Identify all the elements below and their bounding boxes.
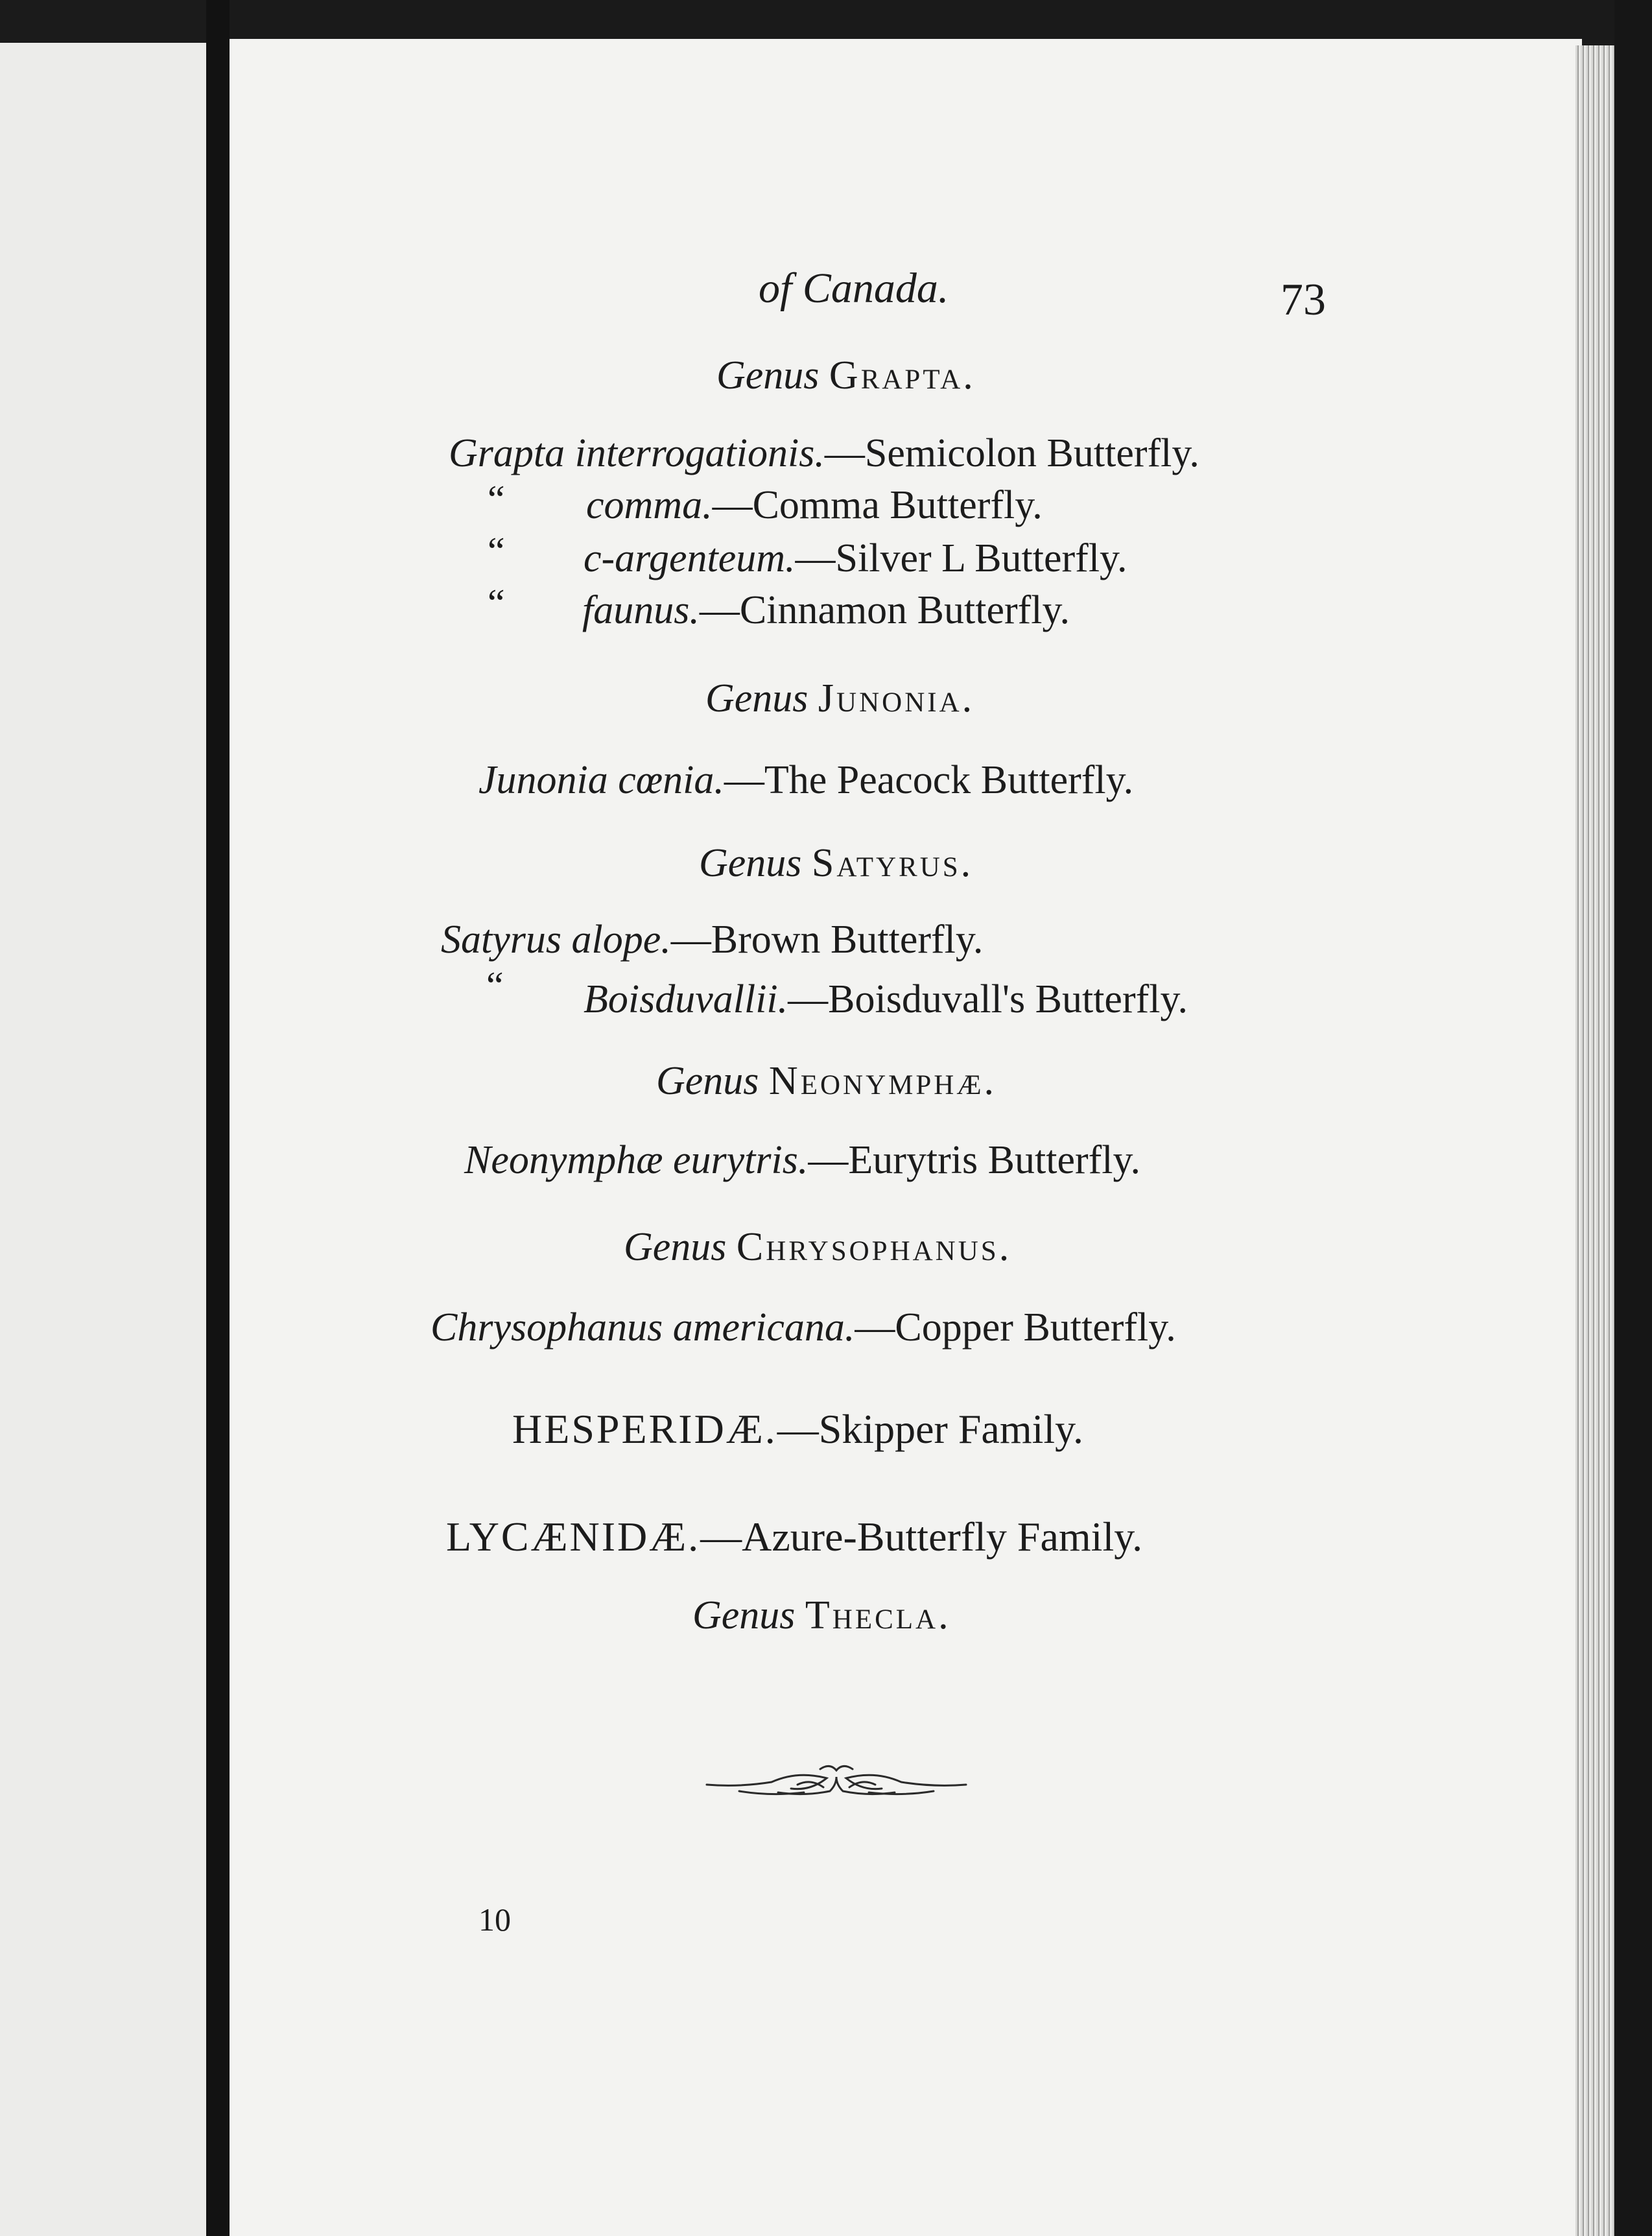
genus-label: Genus xyxy=(692,1593,796,1637)
family-hesperidae xyxy=(512,1406,1083,1452)
entry-grapta-interrogationis xyxy=(449,433,1199,473)
genus-name: Satyrus. xyxy=(811,841,974,885)
latin-name: c-argenteum. xyxy=(584,536,796,580)
latin-name: comma. xyxy=(586,483,713,527)
page-edges xyxy=(1575,45,1614,2236)
entry-grapta-comma xyxy=(586,485,1043,525)
latin-name: Satyrus alope. xyxy=(441,918,671,962)
latin-name: Chrysophanus americana. xyxy=(431,1305,855,1350)
entry-grapta-c-argenteum xyxy=(584,538,1127,578)
genus-heading-grapta xyxy=(716,355,976,396)
genus-label: Genus xyxy=(705,676,808,720)
common-name: —Azure-Butterfly Family. xyxy=(700,1514,1143,1560)
genus-label: Genus xyxy=(624,1225,727,1269)
entry-junonia-coenia xyxy=(478,760,1133,800)
family-name: HESPERIDÆ. xyxy=(512,1406,777,1452)
latin-name: Grapta interrogationis. xyxy=(449,431,825,475)
genus-name: Neonymphæ. xyxy=(768,1059,997,1103)
family-name: LYCÆNIDÆ. xyxy=(446,1514,701,1560)
common-name: —Silver L Butterfly. xyxy=(795,536,1127,580)
genus-name: Chrysophanus. xyxy=(736,1225,1012,1269)
ditto-mark: “ xyxy=(486,964,504,1007)
genus-heading-chrysophanus xyxy=(624,1227,1011,1267)
ornament-flourish-icon xyxy=(700,1759,973,1804)
genus-name: Thecla. xyxy=(805,1593,951,1637)
common-name: —Comma Butterfly. xyxy=(712,483,1043,527)
common-name: —Skipper Family. xyxy=(777,1406,1083,1452)
entry-grapta-faunus xyxy=(582,590,1070,630)
signature-mark: 10 xyxy=(478,1901,511,1938)
common-name: —Copper Butterfly. xyxy=(855,1305,1176,1350)
entry-satyrus-boisduvallii xyxy=(584,979,1188,1019)
ditto-mark: “ xyxy=(488,478,505,521)
top-scan-border xyxy=(230,0,1652,40)
latin-name: Neonymphæ eurytris. xyxy=(464,1138,808,1182)
genus-heading-thecla xyxy=(692,1595,951,1635)
genus-heading-junonia xyxy=(705,678,974,719)
entry-neonymphae-eurytris xyxy=(464,1140,1140,1180)
ditto-mark: “ xyxy=(488,530,505,573)
latin-name: faunus. xyxy=(582,588,700,632)
entry-satyrus-alope xyxy=(441,920,983,960)
family-lycaenidae xyxy=(446,1516,1142,1558)
left-page-edge xyxy=(0,43,206,2236)
genus-name: Grapta. xyxy=(829,353,976,398)
genus-label: Genus xyxy=(656,1059,759,1103)
book-gutter xyxy=(206,0,230,2236)
entry-chrysophanus-americana xyxy=(431,1307,1176,1348)
common-name: —Boisduvall's Butterfly. xyxy=(788,977,1188,1021)
right-scan-border xyxy=(1614,0,1652,2236)
common-name: —Cinnamon Butterfly. xyxy=(699,588,1070,632)
genus-heading-neonymphae xyxy=(656,1061,997,1101)
genus-name: Junonia. xyxy=(818,676,975,720)
genus-label: Genus xyxy=(699,841,802,885)
page-number: 73 xyxy=(1280,275,1326,325)
common-name: —The Peacock Butterfly. xyxy=(724,758,1134,802)
ditto-mark: “ xyxy=(488,582,505,624)
genus-heading-satyrus xyxy=(699,843,973,883)
running-head: of Canada. xyxy=(759,265,949,312)
common-name: —Brown Butterfly. xyxy=(670,918,984,962)
common-name: —Semicolon Butterfly. xyxy=(824,431,1199,475)
latin-name: Junonia cœnia. xyxy=(478,758,724,802)
latin-name: Boisduvallii. xyxy=(584,977,788,1021)
common-name: —Eurytris Butterfly. xyxy=(808,1138,1140,1182)
genus-label: Genus xyxy=(716,353,820,398)
